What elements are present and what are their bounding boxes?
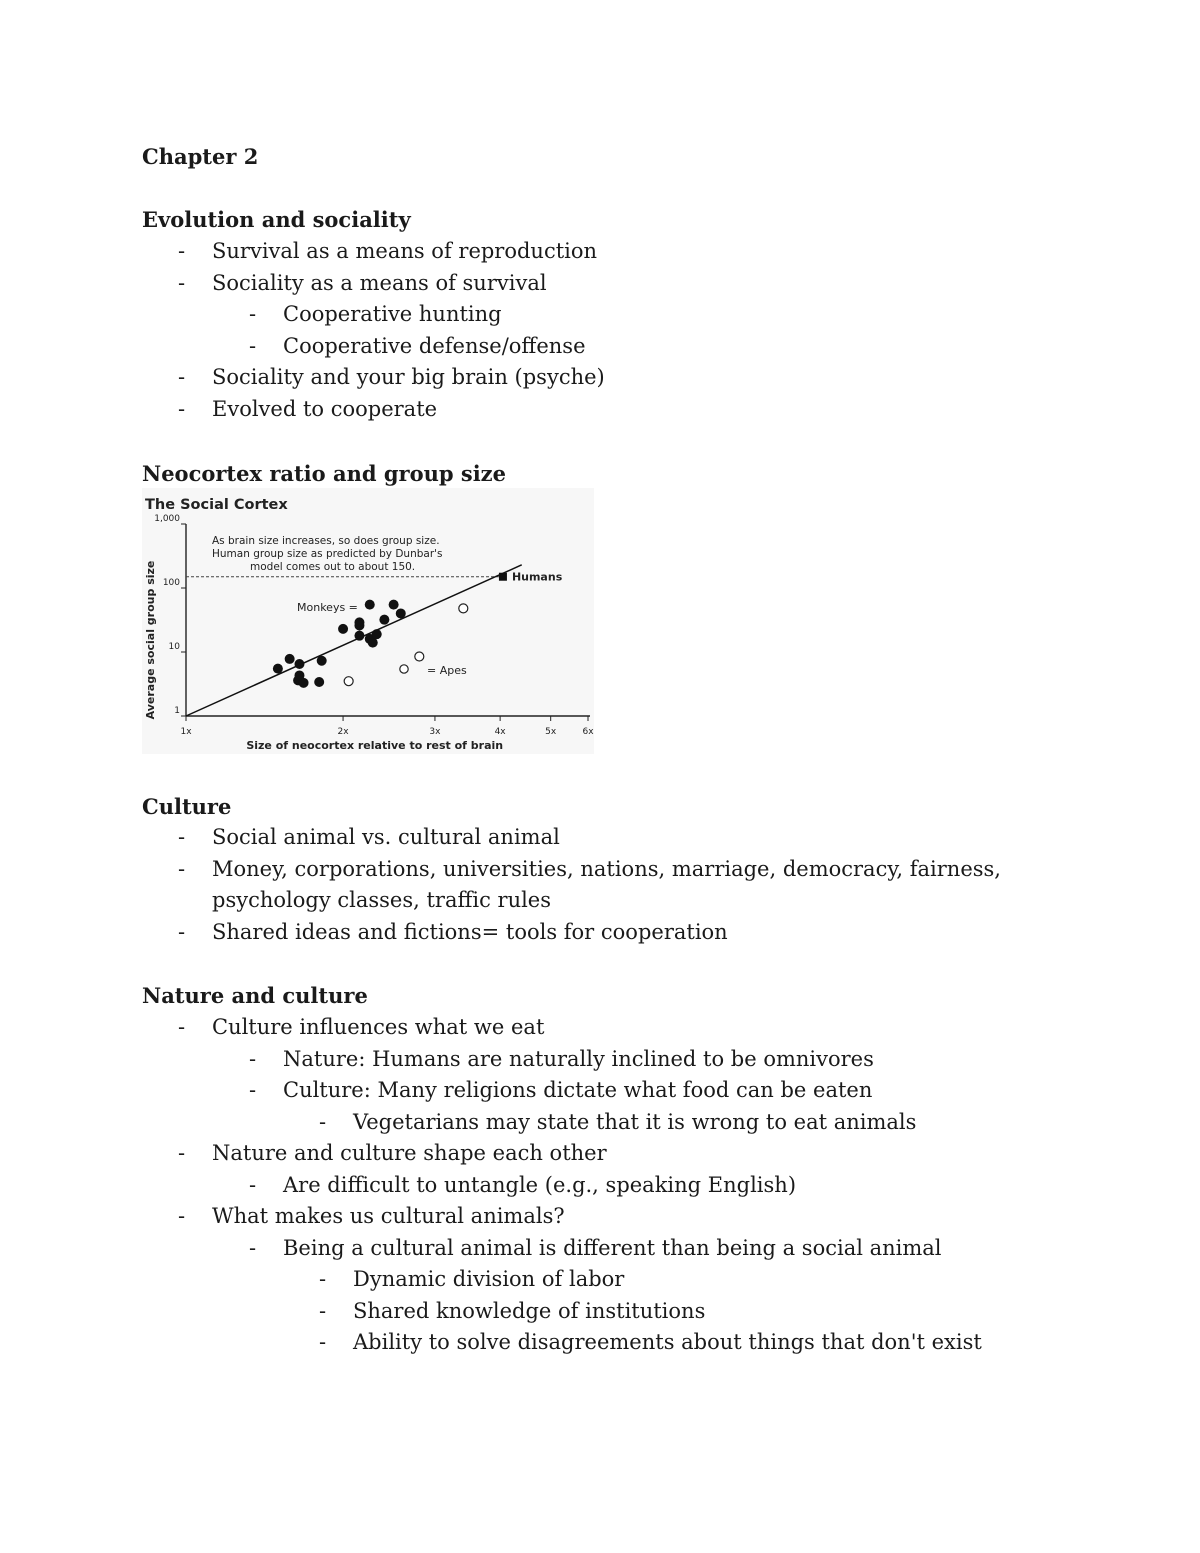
list-item: Shared ideas and fictions= tools for cooperation (212, 919, 728, 944)
list-item: Vegetarians may state that it is wrong to eat animals (353, 1109, 917, 1134)
monkey-point (299, 678, 309, 688)
bullet-dash: - (319, 1267, 327, 1291)
list-item: Cooperative defense/offense (283, 333, 586, 358)
bullet-dash: - (178, 365, 186, 389)
list-item: Sociality and your big brain (psyche) (212, 365, 605, 389)
list-item: Dynamic division of labor (353, 1267, 625, 1291)
list-item: Cooperative hunting (283, 302, 502, 326)
bullet-dash: - (319, 1109, 327, 1134)
bullet-dash: - (178, 1015, 186, 1039)
chart-svg (142, 488, 594, 754)
monkey-point (354, 631, 364, 641)
bullet-dash: - (319, 1298, 327, 1323)
list-item: Nature: Humans are naturally inclined to be omnivores (283, 1046, 874, 1071)
bullet-dash: - (249, 1046, 257, 1071)
monkey-point (354, 620, 364, 630)
monkey-point (372, 629, 382, 639)
bullet-dash: - (249, 1078, 257, 1102)
list-item: Being a cultural animal is different than being a social animal (283, 1235, 942, 1260)
ape-point (344, 677, 353, 686)
x-tick-label: 1x (180, 727, 192, 737)
bullet-dash: - (249, 302, 257, 326)
bullet-dash: - (178, 856, 186, 881)
x-tick-label: 3x (429, 727, 441, 737)
ape-point (459, 604, 468, 613)
list-item: Are difficult to untangle (e.g., speaking English) (283, 1172, 797, 1197)
trend-line (186, 565, 522, 716)
list-item: Survival as a means of reproduction (212, 239, 598, 263)
list-item: Ability to solve disagreements about things that don't exist (353, 1330, 982, 1354)
apes-label: = Apes (427, 664, 467, 677)
list-item: Shared knowledge of institutions (353, 1298, 706, 1323)
monkey-point (285, 654, 295, 664)
monkey-point (379, 615, 389, 625)
list-item: Nature and culture shape each other (212, 1141, 607, 1165)
chart-annotation: As brain size increases, so does group size. (212, 535, 440, 547)
monkey-point (273, 664, 283, 674)
section-heading-nature-culture: Nature and culture (142, 983, 368, 1008)
x-axis-label: Size of neocortex relative to rest of brain (246, 739, 504, 752)
monkey-point (389, 600, 399, 610)
humans-label: Humans (511, 570, 563, 584)
list-item: Culture: Many religions dictate what food can be eaten (283, 1078, 873, 1102)
x-tick-label: 2x (337, 727, 349, 737)
apes-legend-marker (400, 665, 408, 673)
chart-title: The Social Cortex (145, 497, 288, 513)
y-axis-label: Average social group size (144, 560, 157, 720)
bullet-dash: - (178, 396, 186, 421)
monkey-point (368, 638, 378, 648)
list-item: Evolved to cooperate (212, 396, 438, 421)
monkey-point (317, 656, 327, 666)
y-tick-label: 1 (174, 706, 180, 716)
bullet-dash: - (178, 919, 186, 944)
list-item: Money, corporations, universities, nations, marriage, democracy, fairness, (212, 856, 1001, 881)
chart-annotation: model comes out to about 150. (250, 561, 416, 573)
section-heading-evolution: Evolution and sociality (142, 207, 411, 232)
social-cortex-chart (142, 488, 594, 754)
chapter-title: Chapter 2 (142, 144, 259, 169)
monkey-point (396, 608, 406, 618)
y-tick-label: 10 (168, 642, 180, 652)
section-heading-neocortex: Neocortex ratio and group size (142, 461, 506, 486)
x-tick-label: 4x (494, 727, 506, 737)
bullet-dash: - (178, 270, 186, 295)
bullet-dash: - (319, 1330, 327, 1354)
chart-annotation: Human group size as predicted by Dunbar's (212, 548, 443, 560)
list-item: Culture influences what we eat (212, 1015, 545, 1039)
monkeys-label: Monkeys = (297, 601, 358, 614)
monkey-point (338, 624, 348, 634)
bullet-dash: - (249, 1172, 257, 1197)
bullet-dash: - (178, 825, 186, 849)
bullet-dash: - (178, 239, 186, 263)
ape-point (415, 652, 424, 661)
bullet-dash: - (249, 333, 257, 358)
monkey-point (314, 677, 324, 687)
list-item: Sociality as a means of survival (212, 270, 547, 295)
monkey-point (294, 659, 304, 669)
bullet-dash: - (249, 1235, 257, 1260)
list-item: What makes us cultural animals? (212, 1204, 565, 1228)
bullet-dash: - (178, 1141, 186, 1165)
list-item-continuation: psychology classes, traffic rules (212, 888, 552, 912)
x-tick-label: 5x (545, 727, 557, 737)
x-tick-label: 6x (582, 727, 594, 737)
list-item: Social animal vs. cultural animal (212, 825, 560, 849)
bullet-dash: - (178, 1204, 186, 1228)
monkey-point (365, 600, 375, 610)
y-tick-label: 1,000 (154, 514, 180, 524)
section-heading-culture: Culture (142, 794, 232, 819)
y-tick-label: 100 (162, 578, 180, 588)
